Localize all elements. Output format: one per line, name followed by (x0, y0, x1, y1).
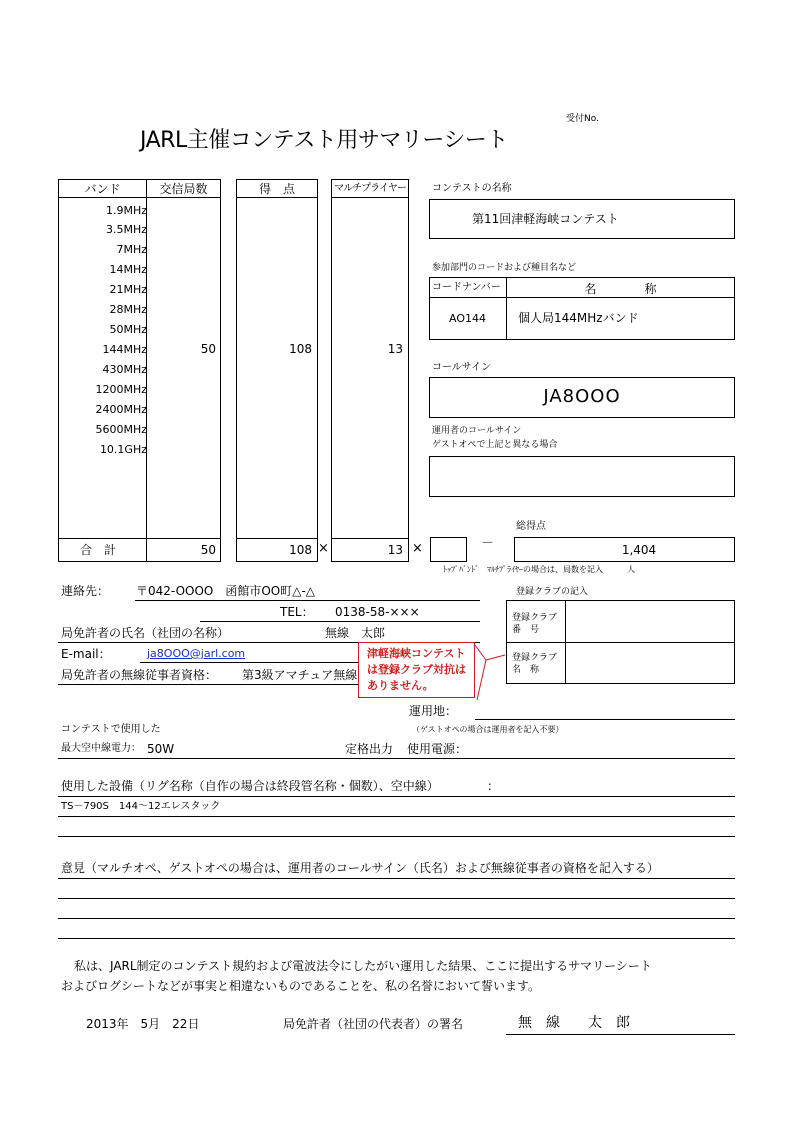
multiply-sign: × (412, 541, 423, 556)
callout-text: 津軽海峡コンテスト (367, 647, 466, 660)
equipment-label: 使用した設備（リグ名称（自作の場合は終段管名称・個数）、空中線） (61, 779, 439, 793)
club-label: 登録クラブの記入 (516, 587, 589, 597)
ruled-line (58, 898, 735, 899)
total-points-value: 108 (289, 543, 312, 557)
contest-name-value: 第11回津軽海峡コンテスト (472, 212, 619, 226)
signature-value: 無 線 太 郎 (518, 1015, 630, 1031)
band-label: 430MHz (102, 363, 147, 376)
underline (58, 796, 735, 797)
declaration-line-1: 私は、JARL制定のコンテスト規約および電波法令にしたがい運用した結果、ここに提出するサマリーシート (74, 959, 652, 973)
operator-label-sub: ゲストオペで上記と異なる場合 (432, 440, 558, 450)
equipment-colon: ： (487, 779, 500, 793)
power-label: 最大空中線電力： (61, 743, 141, 754)
tel-label: TEL： (280, 605, 314, 619)
band-label: 14MHz (109, 263, 147, 276)
power-value: 50W (147, 742, 175, 756)
email-label: E-mail： (61, 647, 111, 661)
category-name-header: 名 称 (584, 282, 657, 296)
signature-label: 局免許者（社団の代表者）の署名 (283, 1017, 464, 1031)
callsign-value: JA8OOO (543, 386, 621, 407)
score-note: ﾄｯﾌﾟﾊﾞﾝﾄﾞ ﾏﾙﾁﾌﾟﾗｲﾔｰの場合は、局数を記入 (443, 565, 603, 574)
operator-label: 運用者のコールサイン (432, 426, 522, 436)
multiplier-header: マルチプライヤー (334, 183, 406, 194)
licensee-label: 局免許者の氏名（社団の名称） (61, 626, 230, 640)
callsign-label: コールサイン (432, 362, 492, 373)
band-label: 5600MHz (95, 423, 147, 436)
declaration-line-2: およびログシートなどが事実と相違ないものであることを、私の名誉において誓います。 (61, 979, 541, 993)
tel-value: 0138-58-××× (335, 605, 420, 619)
equipment-value: TS－790S 144～12エレスタック (61, 801, 221, 812)
band-label: 50MHz (109, 323, 147, 336)
total-qso-value: 50 (200, 543, 216, 557)
total-score-value: 1,404 (621, 543, 657, 557)
band-label: 1200MHz (95, 383, 147, 396)
signature-line (506, 1034, 735, 1035)
points-header: 得 点 (258, 182, 295, 196)
code-header: コードナンバー (432, 282, 501, 293)
total-multi-value: 13 (387, 543, 403, 557)
ruled-line (58, 836, 735, 837)
rated-output-label: 定格出力 (345, 742, 394, 756)
multi-144-value: 13 (387, 342, 403, 356)
ruled-line (58, 878, 735, 879)
band-label: 3.5MHz (105, 223, 147, 236)
band-label: 28MHz (109, 303, 147, 316)
band-label: 10.1GHz (99, 443, 147, 456)
ruled-line (58, 918, 735, 919)
band-label: 144MHz (102, 343, 147, 356)
guest-note: （ゲストオペの場合は運用者を記入不要） (412, 725, 564, 734)
points-144-value: 108 (289, 342, 312, 356)
email-link[interactable]: ja8OOO@jarl.com (147, 647, 246, 660)
contest-name-label: コンテストの名称 (432, 183, 512, 194)
underline (475, 719, 735, 720)
band-header: バンド (84, 182, 121, 196)
opinion-label: 意見（マルチオペ、ゲストオペの場合は、運用者のコールサイン（氏名）および無線従事者の資格を記入する） (61, 861, 659, 875)
qualification-label: 局免許者の無線従事者資格： (61, 668, 218, 682)
callout-text: は登録クラブ対抗は (367, 663, 466, 676)
used-label: コンテストで使用した (61, 724, 161, 735)
receipt-number-label: 受付No. (566, 114, 599, 124)
category-value: 個人局144MHzバンド (518, 311, 639, 325)
qso-144-value: 50 (200, 342, 216, 356)
address-value: 〒042-OOOO 函館市OO町△-△ (136, 584, 316, 598)
underline (58, 758, 735, 759)
band-label: 21MHz (109, 283, 147, 296)
band-label: 1.9MHz (105, 204, 147, 217)
code-value: AO144 (449, 312, 486, 325)
score-note-suffix: 人 (627, 565, 635, 574)
callout-text: ありません。 (367, 679, 434, 692)
ruled-line (58, 816, 735, 817)
minus-sign: － (481, 536, 495, 551)
club-number-label: 登録クラブ 番 号 (512, 613, 558, 635)
club-name-label: 登録クラブ 名 称 (512, 653, 558, 675)
category-label: 参加部門のコードおよび種目名など (432, 263, 577, 273)
qso-header: 交信局数 (159, 182, 208, 196)
qualification-value: 第3級アマチュア無線 (242, 668, 358, 682)
page-title: JARL主催コンテスト用サマリーシート (140, 128, 508, 153)
callout-box (358, 642, 475, 698)
location-label: 運用地： (409, 704, 458, 718)
address-label: 連絡先： (61, 584, 110, 598)
total-label: 合 計 (80, 543, 117, 557)
multiply-sign: × (318, 541, 329, 556)
band-label: 7MHz (116, 243, 147, 256)
total-score-label: 総得点 (516, 521, 546, 532)
license-label: 使用電源： (407, 742, 468, 756)
ruled-line (58, 938, 735, 939)
sign-date: 2013年 5月 22日 (86, 1017, 200, 1031)
band-label: 2400MHz (95, 403, 147, 416)
licensee-value: 無線 太郎 (325, 626, 386, 640)
